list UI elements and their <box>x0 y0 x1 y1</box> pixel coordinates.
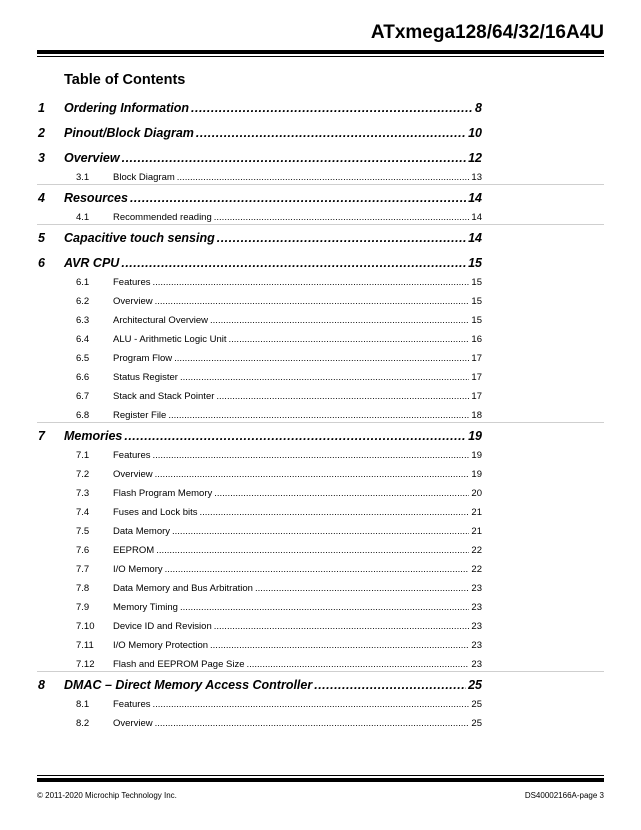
toc-separator <box>37 224 604 225</box>
toc-entry-number: 7.2 <box>76 469 90 480</box>
toc-entry-page: 14 <box>468 231 482 245</box>
toc-section-entry[interactable] <box>0 449 641 463</box>
toc-entry-page: 22 <box>471 564 482 575</box>
toc-entry-line <box>113 314 482 328</box>
toc-dot-leader <box>216 390 469 404</box>
toc-entry-line <box>113 639 482 653</box>
toc-entry-number: 6.6 <box>76 372 90 383</box>
footer-rule-thin <box>37 775 604 776</box>
toc-dot-leader <box>155 468 470 482</box>
toc-section-entry[interactable] <box>0 525 641 539</box>
toc-dot-leader <box>214 487 469 501</box>
toc-entry-title: Flash Program Memory <box>113 488 213 499</box>
toc-entry-title: Recommended reading <box>113 212 212 223</box>
toc-entry-number: 7.12 <box>76 659 95 670</box>
toc-chapter-entry[interactable] <box>0 100 641 116</box>
toc-entry-title: Data Memory and Bus Arbitration <box>113 583 253 594</box>
toc-entry-page: 25 <box>471 699 482 710</box>
toc-entry-number: 2 <box>38 126 45 140</box>
toc-dot-leader <box>156 544 469 558</box>
toc-dot-leader <box>314 677 466 693</box>
toc-entry-title: Flash and EEPROM Page Size <box>113 659 245 670</box>
toc-entry-title: Overview <box>113 718 153 729</box>
toc-entry-page: 15 <box>471 296 482 307</box>
toc-entry-number: 7.9 <box>76 602 90 613</box>
toc-entry-page: 14 <box>468 191 482 205</box>
toc-section-entry[interactable] <box>0 171 641 185</box>
toc-entry-line <box>113 544 482 558</box>
toc-entry-title: I/O Memory <box>113 564 163 575</box>
footer-page-number: DS40002166A-page 3 <box>524 791 604 800</box>
toc-entry-page: 25 <box>471 718 482 729</box>
toc-entry-line <box>113 658 482 672</box>
toc-entry-title: Features <box>113 450 151 461</box>
toc-entry-page: 20 <box>471 488 482 499</box>
toc-entry-line <box>113 506 482 520</box>
toc-entry-title: Fuses and Lock bits <box>113 507 198 518</box>
toc-chapter-entry[interactable] <box>0 255 641 271</box>
toc-entry-number: 8.1 <box>76 699 90 710</box>
toc-section-entry[interactable] <box>0 639 641 653</box>
toc-dot-leader <box>153 276 470 290</box>
toc-section-entry[interactable] <box>0 487 641 501</box>
toc-entry-page: 23 <box>471 640 482 651</box>
toc-entry-page: 19 <box>471 450 482 461</box>
toc-entry-line <box>113 601 482 615</box>
toc-chapter-entry[interactable] <box>0 190 641 206</box>
toc-section-entry[interactable] <box>0 211 641 225</box>
toc-entry-title: Memories <box>64 429 123 443</box>
toc-entry-title: Architectural Overview <box>113 315 209 326</box>
toc-entry-line <box>64 150 482 166</box>
toc-section-entry[interactable] <box>0 276 641 290</box>
toc-entry-line <box>113 563 482 577</box>
toc-section-entry[interactable] <box>0 582 641 596</box>
toc-entry-number: 7.10 <box>76 621 95 632</box>
toc-section-entry[interactable] <box>0 409 641 423</box>
toc-entry-number: 6.1 <box>76 277 90 288</box>
toc-entry-title: Capacitive touch sensing <box>64 231 215 245</box>
toc-dot-leader <box>174 352 469 366</box>
toc-section-entry[interactable] <box>0 658 641 672</box>
toc-entry-title: Ordering Information <box>64 101 189 115</box>
toc-entry-number: 7.1 <box>76 450 90 461</box>
toc-entry-number: 6.5 <box>76 353 90 364</box>
toc-separator <box>37 184 604 185</box>
footer-rule-thick <box>37 778 604 782</box>
toc-entry-number: 7.4 <box>76 507 90 518</box>
toc-entry-page: 22 <box>471 545 482 556</box>
toc-entry-line <box>113 449 482 463</box>
toc-dot-leader <box>155 717 470 731</box>
toc-entry-page: 12 <box>468 151 482 165</box>
toc-entry-title: I/O Memory Protection <box>113 640 209 651</box>
toc-chapter-entry[interactable] <box>0 150 641 166</box>
toc-dot-leader <box>214 211 470 225</box>
toc-entry-title: Overview <box>113 469 153 480</box>
toc-dot-leader <box>200 506 470 520</box>
toc-dot-leader <box>246 658 469 672</box>
toc-entry-title: Pinout/Block Diagram <box>64 126 194 140</box>
toc-entry-line <box>64 677 482 693</box>
toc-entry-page: 18 <box>471 410 482 421</box>
document-title: ATxmega128/64/32/16A4U <box>370 22 604 43</box>
toc-entry-number: 7.8 <box>76 583 90 594</box>
toc-entry-line <box>113 333 482 347</box>
toc-entry-line <box>113 487 482 501</box>
toc-chapter-entry[interactable] <box>0 125 641 141</box>
toc-entry-page: 15 <box>468 256 482 270</box>
toc-entry-page: 17 <box>471 391 482 402</box>
toc-entry-page: 13 <box>471 172 482 183</box>
toc-entry-title: ALU - Arithmetic Logic Unit <box>113 334 227 345</box>
toc-entry-line <box>113 211 482 225</box>
toc-heading: Table of Contents <box>64 72 186 88</box>
toc-entry-page: 23 <box>471 659 482 670</box>
footer-copyright: © 2011-2020 Microchip Technology Inc. <box>37 791 177 800</box>
toc-entry-number: 7.5 <box>76 526 90 537</box>
toc-dot-leader <box>255 582 469 596</box>
toc-entry-title: Data Memory <box>113 526 171 537</box>
toc-entry-title: Memory Timing <box>113 602 178 613</box>
toc-entry-number: 6.7 <box>76 391 90 402</box>
toc-entry-title: DMAC – Direct Memory Access Controller <box>64 678 313 692</box>
toc-dot-leader <box>153 449 470 463</box>
toc-entry-line <box>113 582 482 596</box>
toc-dot-leader <box>191 100 473 116</box>
toc-entry-page: 21 <box>471 507 482 518</box>
toc-dot-leader <box>130 190 466 206</box>
toc-entry-page: 10 <box>468 126 482 140</box>
toc-section-entry[interactable] <box>0 601 641 615</box>
toc-entry-title: Resources <box>64 191 128 205</box>
toc-entry-line <box>113 698 482 712</box>
toc-entry-line <box>64 190 482 206</box>
toc-entry-number: 6.2 <box>76 296 90 307</box>
toc-entry-title: Block Diagram <box>113 172 175 183</box>
toc-entry-number: 8.2 <box>76 718 90 729</box>
toc-dot-leader <box>121 255 466 271</box>
toc-entry-number: 3 <box>38 151 45 165</box>
toc-entry-page: 8 <box>475 101 482 115</box>
toc-section-entry[interactable] <box>0 295 641 309</box>
toc-section-entry[interactable] <box>0 544 641 558</box>
toc-entry-number: 3.1 <box>76 172 90 183</box>
toc-entry-page: 15 <box>471 315 482 326</box>
toc-dot-leader <box>177 171 470 185</box>
toc-entry-page: 16 <box>471 334 482 345</box>
toc-entry-line <box>113 409 482 423</box>
toc-section-entry[interactable] <box>0 390 641 404</box>
toc-entry-title: EEPROM <box>113 545 155 556</box>
toc-entry-number: 6.8 <box>76 410 90 421</box>
toc-entry-page: 23 <box>471 621 482 632</box>
toc-dot-leader <box>165 563 470 577</box>
toc-section-entry[interactable] <box>0 314 641 328</box>
toc-entry-number: 7 <box>38 429 45 443</box>
toc-section-entry[interactable] <box>0 352 641 366</box>
toc-entry-page: 19 <box>468 429 482 443</box>
toc-entry-line <box>113 717 482 731</box>
toc-entry-title: Stack and Stack Pointer <box>113 391 215 402</box>
toc-dot-leader <box>180 371 469 385</box>
toc-entry-title: AVR CPU <box>64 256 120 270</box>
toc-section-entry[interactable] <box>0 506 641 520</box>
toc-entry-line <box>113 468 482 482</box>
toc-entry-line <box>64 255 482 271</box>
toc-entry-line <box>64 428 482 444</box>
toc-entry-title: Register File <box>113 410 167 421</box>
toc-entry-title: Features <box>113 699 151 710</box>
toc-entry-number: 8 <box>38 678 45 692</box>
toc-entry-title: Status Register <box>113 372 178 383</box>
toc-section-entry[interactable] <box>0 371 641 385</box>
toc-entry-number: 5 <box>38 231 45 245</box>
toc-section-entry[interactable] <box>0 468 641 482</box>
toc-entry-page: 23 <box>471 602 482 613</box>
toc-dot-leader <box>217 230 466 246</box>
toc-entry-line <box>64 125 482 141</box>
toc-chapter-entry[interactable] <box>0 677 641 693</box>
toc-entry-number: 1 <box>38 101 45 115</box>
toc-dot-leader <box>196 125 466 141</box>
toc-dot-leader <box>210 314 469 328</box>
toc-entry-page: 19 <box>471 469 482 480</box>
toc-entry-line <box>64 100 482 116</box>
toc-entry-line <box>113 352 482 366</box>
toc-entry-number: 7.11 <box>76 640 94 651</box>
toc-entry-number: 7.6 <box>76 545 90 556</box>
toc-entry-page: 15 <box>471 277 482 288</box>
toc-entry-line <box>113 371 482 385</box>
toc-entry-number: 4.1 <box>76 212 90 223</box>
toc-dot-leader <box>172 525 469 539</box>
toc-entry-page: 14 <box>471 212 482 223</box>
toc-dot-leader <box>124 428 466 444</box>
toc-entry-line <box>113 171 482 185</box>
toc-entry-number: 4 <box>38 191 45 205</box>
toc-entry-number: 7.7 <box>76 564 90 575</box>
toc-dot-leader <box>122 150 467 166</box>
toc-entry-title: Overview <box>113 296 153 307</box>
toc-entry-number: 6 <box>38 256 45 270</box>
toc-separator <box>37 671 604 672</box>
toc-separator <box>37 422 604 423</box>
toc-entry-number: 6.3 <box>76 315 90 326</box>
toc-section-entry[interactable] <box>0 717 641 731</box>
toc-entry-line <box>113 390 482 404</box>
toc-dot-leader <box>229 333 470 347</box>
toc-entry-title: Program Flow <box>113 353 173 364</box>
toc-dot-leader <box>210 639 469 653</box>
toc-chapter-entry[interactable] <box>0 230 641 246</box>
toc-entry-page: 17 <box>471 372 482 383</box>
toc-section-entry[interactable] <box>0 333 641 347</box>
toc-section-entry[interactable] <box>0 620 641 634</box>
toc-chapter-entry[interactable] <box>0 428 641 444</box>
toc-dot-leader <box>214 620 470 634</box>
toc-entry-page: 23 <box>471 583 482 594</box>
toc-dot-leader <box>153 698 470 712</box>
toc-entry-line <box>113 276 482 290</box>
toc-entry-line <box>113 620 482 634</box>
toc-section-entry[interactable] <box>0 563 641 577</box>
toc-entry-line <box>64 230 482 246</box>
toc-entry-line <box>113 525 482 539</box>
toc-dot-leader <box>168 409 469 423</box>
toc-entry-number: 6.4 <box>76 334 90 345</box>
toc-dot-leader <box>180 601 469 615</box>
toc-entry-title: Device ID and Revision <box>113 621 212 632</box>
toc-entry-page: 25 <box>468 678 482 692</box>
toc-section-entry[interactable] <box>0 698 641 712</box>
toc-entry-title: Overview <box>64 151 120 165</box>
toc-entry-number: 7.3 <box>76 488 90 499</box>
toc-entry-page: 21 <box>471 526 482 537</box>
toc-dot-leader <box>155 295 470 309</box>
toc-entry-title: Features <box>113 277 151 288</box>
toc-entry-line <box>113 295 482 309</box>
toc-entry-page: 17 <box>471 353 482 364</box>
